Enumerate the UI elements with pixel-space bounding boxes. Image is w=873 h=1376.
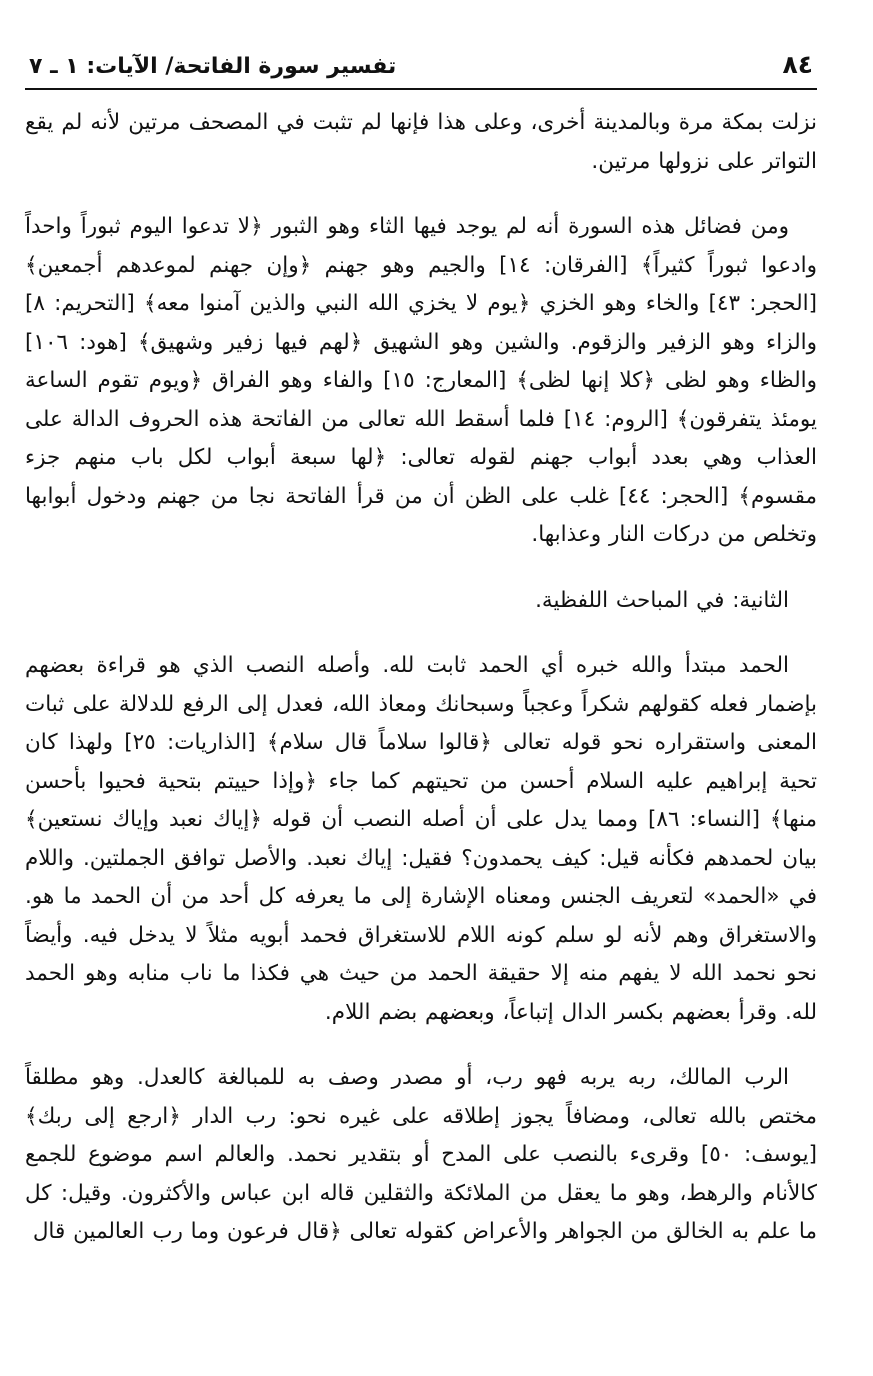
- paragraph-virtues: ومن فضائل هذه السورة أنه لم يوجد فيها الثاء وهو الثبور ﴿لا تدعوا اليوم ثبوراً واحداً وادعوا ثبوراً كثيراً﴾ [الفرقان: ١٤] والجيم وهو جهنم ﴿وإن جهنم لموعدهم أجمعين﴾ [الحجر: ٤٣] والخاء وهو الخزي ﴿يوم لا يخزي الله النبي والذين آمنوا معه﴾ [التحريم: ٨] والزاء وهو الزفير والزقوم. والشين وهو الشهيق ﴿لهم فيها زفير وشهيق﴾ [هود: ١٠٦] والظاء وهو لظى ﴿كلا إنها لظى﴾ [المعارج: ١٥] والفاء وهو الفراق ﴿ويوم تقوم الساعة يومئذ يتفرقون﴾ [الروم: ١٤] فلما أسقط الله تعالى من الفاتحة هذه الحروف الدالة على العذاب وهي بعدد أبواب جهنم لقوله تعالى: ﴿لها سبعة أبواب لكل باب منهم جزء مقسوم﴾ [الحجر: ٤٤] غلب على الظن أن من قرأ الفاتحة نجا من جهنم ودخول أبوابها وتخلص من دركات النار وعذابها.: [25, 214, 817, 547]
- body-text: [25, 104, 817, 1252]
- page-number: ٨٤: [782, 50, 813, 79]
- paragraph-revelation: نزلت بمكة مرة وبالمدينة أخرى، وعلى هذا فإنها لم تثبت في المصحف مرتين لأنه لم يقع التواتر على نزولها مرتين.: [25, 110, 817, 174]
- paragraph-rabb: الرب المالك، ربه يربه فهو رب، أو مصدر وصف به للمبالغة كالعدل. وهو مطلقاً مختص بالله تعالى، ومضافاً يجوز إطلاقه على غيره نحو: رب الدار ﴿ارجع إلى ربك﴾ [يوسف: ٥٠] وقرىء بالنصب على المدح أو بتقدير نحمد. والعالم اسم موضوع للجمع كالأنام والرهط، وهو ما يعقل من الملائكة والثقلين قاله ابن عباس والأكثرون. وقيل: كل ما علم به الخالق من الجواهر والأعراض كقوله تعالى ﴿قال فرعون وما رب العالمين قال: [25, 1065, 817, 1244]
- section-heading: الثانية: في المباحث اللفظية.: [535, 587, 789, 613]
- running-header: [25, 48, 817, 90]
- running-title: تفسير سورة الفاتحة/ الآيات: ١ ـ ٧: [29, 54, 397, 79]
- book-page: [25, 48, 817, 1279]
- paragraph-hamd: الحمد مبتدأ والله خبره أي الحمد ثابت لله. وأصله النصب الذي هو قراءة بعضهم بإضمار فعله كقولهم شكراً وعجباً وسبحانك ومعاذ الله، فعدل إلى الرفع للدلالة على ثبات المعنى واستقراره نحو قوله تعالى ﴿قالوا سلاماً قال سلام﴾ [الذاريات: ٢٥] ولهذا كان تحية إبراهيم عليه السلام أحسن من تحيتهم كما جاء ﴿وإذا حييتم بتحية فحيوا بأحسن منها﴾ [النساء: ٨٦] ومما يدل على أن أصله النصب أن قوله ﴿إياك نعبد وإياك نستعين﴾ بيان لحمدهم فكأنه قيل: كيف يحمدون؟ فقيل: إياك نعبد. والأصل توافق الجملتين. واللام في «الحمد» لتعريف الجنس ومعناه الإشارة إلى ما يعرفه كل أحد من أن الحمد ما هو. والاستغراق وهم لأنه لو سلم كونه اللام للاستغراق فحمد أبويه مثلاً لا يدخل فيه. وأيضاً نحو نحمد الله لا يفهم منه إلا حقيقة الحمد من حيث هي فكذا ما ناب منابه وهو الحمد لله. وقرأ بعضهم بكسر الدال إتباعاً، وبعضهم بضم اللام.: [25, 653, 817, 1025]
